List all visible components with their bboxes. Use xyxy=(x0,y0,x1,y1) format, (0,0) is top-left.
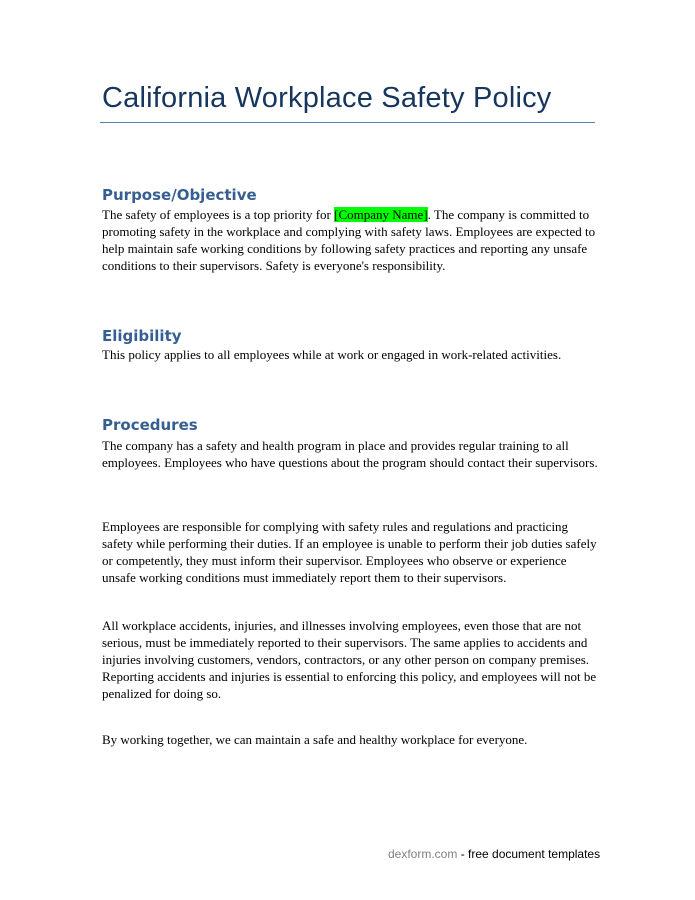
eligibility-paragraph: This policy applies to all employees while at work or engaged in work-related activities. xyxy=(102,347,562,362)
procedures-paragraph-1: The company has a safety and health program in place and provides regular training to all employees. Employees who have questions about the program should contact their supervisors. xyxy=(102,438,598,470)
footer xyxy=(388,847,600,861)
purpose-text-after: . The company is committed to promoting safety in the workplace and complying with safety laws. Employees are expected to help maintain safe working conditions by following safety practices and reporting any unsafe conditions to their supervisors. Safety is everyone's responsibility. xyxy=(102,207,596,273)
procedures-paragraph-3: All workplace accidents, injuries, and illnesses involving employees, even those that are not serious, must be immediately reported to their supervisors. The same applies to accidents and injuries involving customers, vendors, contractors, or any other person on company premises. Reporting accidents and injuries is essential to enforcing this policy, and employees will not be penalized for doing so. xyxy=(102,618,597,701)
purpose-paragraph xyxy=(102,206,602,274)
section-heading-purpose: Purpose/Objective xyxy=(102,186,257,204)
procedures-paragraph-2: Employees are responsible for complying with safety rules and regulations and practicing safety while performing their duties. If an employee is unable to perform their job duties safely or competently, they must inform their supervisor. Employees who observe or experience unsafe working conditions must immediately report them to their supervisors. xyxy=(102,519,597,585)
section-heading-procedures: Procedures xyxy=(102,416,198,434)
page-title: California Workplace Safety Policy xyxy=(102,82,552,114)
footer-brand-link[interactable]: dexform.com xyxy=(388,847,458,861)
section-heading-eligibility: Eligibility xyxy=(102,327,182,345)
procedures-paragraph-4: By working together, we can maintain a safe and healthy workplace for everyone. xyxy=(102,732,528,747)
title-divider xyxy=(100,122,595,123)
footer-tagline: - free document templates xyxy=(457,847,601,861)
purpose-text-before: The safety of employees is a top priority for xyxy=(102,207,335,222)
company-name-placeholder: [Company Name] xyxy=(334,207,428,222)
